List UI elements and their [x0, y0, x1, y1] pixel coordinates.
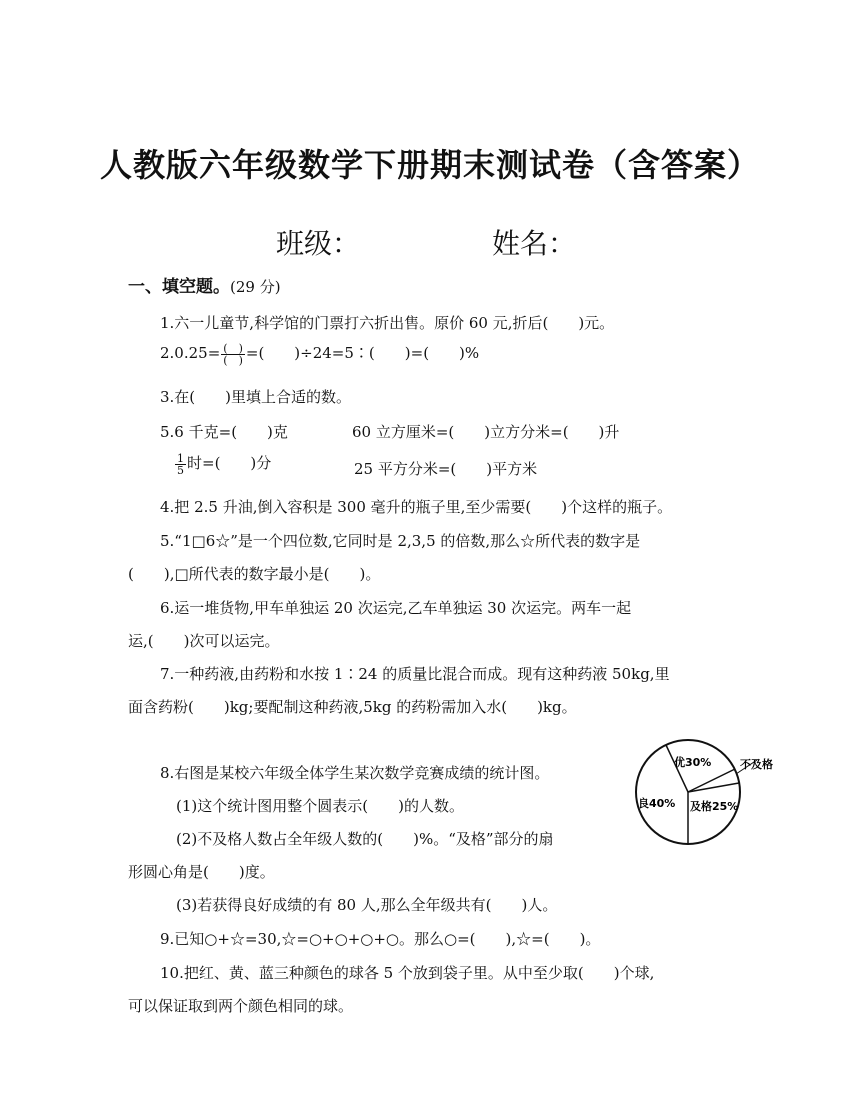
class-label: 班级： [276, 227, 361, 260]
q3c-fraction [175, 453, 186, 476]
question-6-line2: 运,( )次可以运完。 [128, 632, 280, 650]
question-10-line1: 10.把红、黄、蓝三种颜色的球各 5 个放到袋子里。从中至少取( )个球, [160, 964, 655, 982]
q3c-fraction-den: 5 [177, 463, 184, 477]
question-2 [160, 342, 479, 366]
question-8-3: (3)若获得良好成绩的有 80 人,那么全年级共有( )人。 [176, 896, 558, 914]
section-score: (29 分) [230, 278, 281, 296]
question-3: 3.在( )里填上合适的数。 [160, 388, 352, 406]
slice-label-pass: 及格25% [690, 800, 739, 813]
question-1: 1.六一儿童节,科学馆的门票打六折出售。原价 60 元,折后( )元。 [160, 314, 615, 332]
question-3d: 25 平方分米=( )平方米 [354, 460, 538, 478]
q3c-rest: 时=( )分 [187, 454, 272, 472]
question-5-line1: 5.“1□6☆”是一个四位数,它同时是 2,3,5 的倍数,那么☆所代表的数字是 [160, 532, 641, 550]
q2-prefix: 2.0.25= [160, 344, 221, 362]
slice-label-good: 良40% [638, 797, 676, 810]
question-3c [174, 452, 271, 476]
question-6-line1: 6.运一堆货物,甲车单独运 20 次运完,乙车单独运 30 次运完。两车一起 [160, 599, 632, 617]
question-8-1: (1)这个统计图用整个圆表示( )的人数。 [176, 797, 464, 815]
question-3a: 5.6 千克=( )克 [160, 423, 288, 441]
question-10-line2: 可以保证取到两个颜色相同的球。 [128, 997, 354, 1015]
question-5-line2: ( ),□所代表的数字最小是( )。 [128, 565, 381, 583]
question-4: 4.把 2.5 升油,倒入容积是 300 毫升的瓶子里,至少需要( )个这样的瓶子。 [160, 498, 673, 516]
section-heading-text: 一、填空题。 [128, 277, 230, 297]
slice-label-fail: 不及格 [740, 758, 773, 771]
page-title: 人教版六年级数学下册期末测试卷（含答案） [99, 146, 760, 184]
question-3b: 60 立方厘米=( )立方分米=( )升 [352, 423, 620, 441]
q2-fraction [221, 343, 245, 366]
question-8-2-line2: 形圆心角是( )度。 [128, 863, 275, 881]
section-heading [128, 272, 281, 297]
name-label: 姓名： [492, 227, 577, 260]
question-7-line2: 面含药粉( )kg;要配制这种药液,5kg 的药粉需加入水( )kg。 [128, 698, 577, 716]
slice-label-excellent: 优30% [674, 756, 712, 769]
question-7-line1: 7.一种药液,由药粉和水按 1∶24 的质量比混合而成。现有这种药液 50kg,里 [160, 665, 670, 683]
question-9: 9.已知○+☆=30,☆=○+○+○+○。那么○=( ),☆=( )。 [160, 930, 601, 948]
question-8-2-line1: (2)不及格人数占全年级人数的( )%。“及格”部分的扇 [176, 830, 554, 848]
q2-rest: =( )÷24=5∶( )=( )% [245, 344, 480, 362]
question-8: 8.右图是某校六年级全体学生某次数学竞赛成绩的统计图。 [160, 764, 550, 782]
q2-fraction-num: ( ) [223, 341, 243, 355]
q2-fraction-den: ( ) [223, 353, 243, 367]
q3c-fraction-num: 1 [177, 451, 184, 465]
pie-chart [632, 734, 792, 850]
